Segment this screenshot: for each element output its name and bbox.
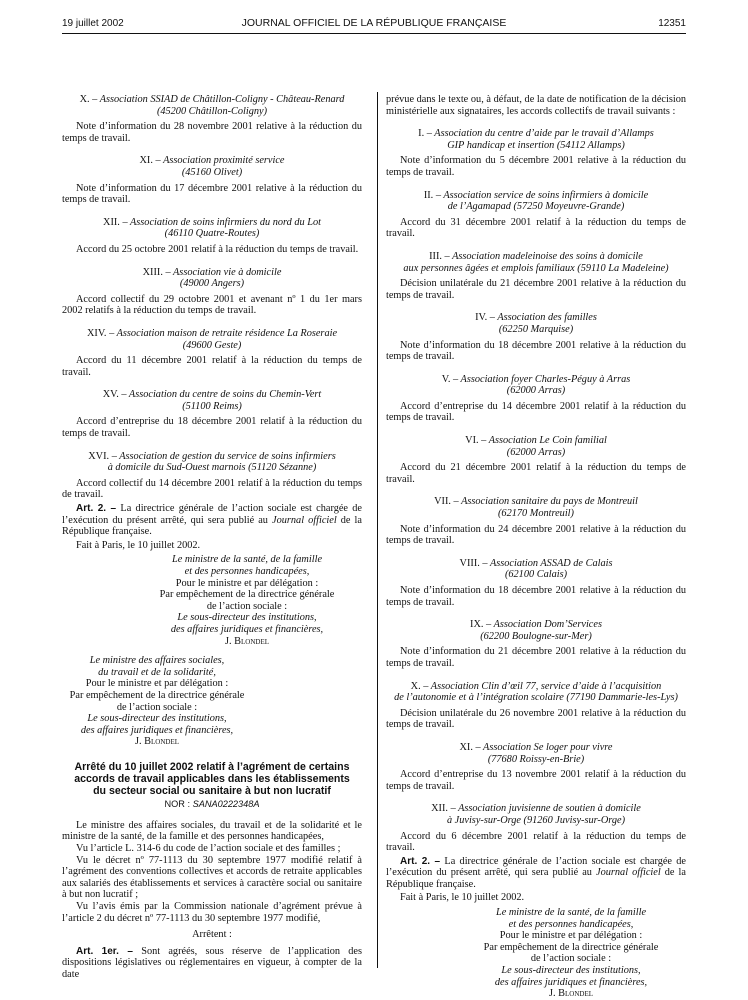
- agreement-section: [62, 328, 362, 378]
- agreement-text: Note d’information du 18 décembre 2001 relative à la réduction du temps de travail.: [386, 585, 686, 608]
- signatory-name: J. Blondel: [224, 635, 270, 647]
- agreement-title-line: (62170 Montreuil): [498, 508, 574, 520]
- article-1: Art. 1er. – Sont agréés, sous réserve de l’application des dispositions législatives ou réglementaires en vigueur, à compter de la date: [62, 945, 363, 981]
- arrete-paragraph: Vu l’article L. 314-6 du code de l’action sociale et des familles ;: [76, 843, 341, 855]
- agreement-number: X. –: [79, 94, 98, 105]
- arretent: Arrêtent :: [192, 929, 232, 941]
- arrete-paragraph: Le ministre des affaires sociales, du travail et de la solidarité et le ministre de la santé, de la famille et des personnes handicapées,: [62, 819, 362, 843]
- right-sections: [386, 128, 686, 854]
- left-column: [62, 94, 362, 981]
- agreement-number: XII. –: [431, 803, 456, 815]
- agreement-text: Accord du 31 décembre 2001 relatif à la réduction du temps de travail.: [386, 216, 686, 240]
- signatory-name: J. Blondel: [548, 988, 594, 1000]
- agreement-section: [62, 389, 362, 439]
- agreement-section: [62, 94, 362, 144]
- agreement-number: XIII. –: [142, 266, 171, 278]
- agreement-title-line: V. – Association foyer Charles-Péguy à Arras: [441, 373, 631, 385]
- agreement-number: II. –: [423, 189, 441, 201]
- header-title: JOURNAL OFFICIEL DE LA RÉPUBLIQUE FRANÇAISE: [241, 17, 507, 29]
- agreement-text: Accord d’entreprise du 14 décembre 2001 relatif à la réduction du temps de travail.: [386, 400, 686, 424]
- agreement-title-line: XV. – Association du centre de soins du Chemin-Vert: [102, 389, 322, 401]
- agreement-number: V. –: [441, 373, 459, 385]
- agreement-section: [386, 619, 686, 669]
- agreement-text: Note d’information du 18 décembre 2001 relative à la réduction du temps de travail.: [386, 339, 686, 363]
- column-divider: [377, 92, 378, 968]
- agreement-title-line: III. – Association madeleinoise des soins à domicile: [429, 250, 643, 262]
- agreement-title-line: GIP handicap et insertion (54112 Allamps): [447, 139, 625, 151]
- agreement-title-line: (62200 Boulogne-sur-Mer): [480, 630, 592, 642]
- agreement-section: [386, 435, 686, 485]
- agreement-section: [386, 251, 686, 301]
- agreement-text: Accord d’entreprise du 18 décembre 2001 relatif à la réduction du temps de travail.: [62, 416, 362, 440]
- agreement-title-line: VIII. – Association ASSAD de Calais: [459, 557, 613, 569]
- agreement-section: [62, 217, 362, 256]
- article-2-right: Art. 2. – La directrice générale de l’action sociale est chargée de l’exécution du présent arrêté, qui sera publié au Journal officiel de la République française.: [386, 855, 687, 890]
- agreement-number: X. –: [410, 680, 429, 692]
- agreement-section: [386, 496, 686, 546]
- agreement-title-line: XVI. – Association de gestion du service de soins infirmiers: [88, 450, 336, 462]
- header-date: 19 juillet 2002: [62, 18, 124, 29]
- agreement-section: [386, 803, 686, 853]
- agreement-title-line: X. – Association Clin d’œil 77, service d’aide à l’acquisition: [410, 680, 662, 692]
- arrete-title: Arrêté du 10 juillet 2002 relatif à l’agrément de certains accords de travail applicables dans les établissements du secteur social ou sanitaire à but non lucratif: [74, 760, 350, 797]
- agreement-title-line: (77680 Roissy-en-Brie): [487, 753, 585, 765]
- arrete-paragraph: Vu le décret nº 77-1113 du 30 septembre 1977 modifié relatif à l’agrément des conventions collectives et accords de retraite applicables aux salariés des établissements et services à caractère social ou sanitaire à but non lucratif ;: [62, 854, 362, 901]
- agreement-title-line: IX. – Association Dom’Services: [470, 619, 602, 631]
- signature-block-3: Le ministre de la santé, de la famille et des personnes handicapées, Pour le ministre et par délégation : Par empêchement de la directrice générale de l’action sociale : Le sous-directeur des institutions, des affaires juridiques et financières, J. Blondel: [456, 907, 686, 1000]
- agreement-section: [386, 558, 686, 608]
- agreement-title-line: (49000 Angers): [179, 278, 245, 290]
- agreement-title-line: (62000 Arras): [506, 446, 566, 458]
- header-rule: [62, 33, 686, 34]
- agreement-section: [386, 190, 686, 240]
- agreement-number: IV. –: [475, 312, 495, 324]
- agreement-section: [386, 742, 686, 792]
- agreement-number: XI. –: [139, 155, 161, 167]
- agreement-section: [386, 374, 686, 424]
- agreement-text: Note d’information du 17 décembre 2001 relative à la réduction du temps de travail.: [62, 182, 362, 206]
- agreement-title-line: XI. – Association Se loger pour vivre: [459, 741, 613, 753]
- signatory-name: J. Blondel: [134, 736, 180, 748]
- agreement-section: [386, 128, 686, 178]
- date-line-right: Fait à Paris, le 10 juillet 2002.: [400, 892, 525, 904]
- agreement-title-line: I. – Association du centre d’aide par le travail d’Allamps: [418, 128, 654, 140]
- agreement-title-line: (45200 Châtillon-Coligny): [156, 105, 268, 117]
- agreement-title-line: (62250 Marquise): [498, 323, 574, 335]
- arrete-paragraphs: [62, 820, 362, 924]
- agreement-title-line: aux personnes âgées et emplois familiaux (59110 La Madeleine): [403, 262, 669, 274]
- nor-reference: NOR : SANA0222348A: [164, 799, 260, 810]
- agreement-title-line: à Juvisy-sur-Orge (91260 Juvisy-sur-Orge): [446, 814, 626, 826]
- agreement-number: XI. –: [459, 741, 481, 753]
- agreement-title-line: de l’Agamapad (57250 Moyeuvre-Grande): [447, 201, 625, 213]
- agreement-text: Accord du 25 octobre 2001 relatif à la réduction du temps de travail.: [76, 243, 359, 255]
- agreement-title-line: X. – Association SSIAD de Châtillon-Coligny - Château-Renard: [79, 94, 345, 105]
- agreement-number: XVI. –: [88, 450, 117, 462]
- agreement-title-line: XII. – Association de soins infirmiers du nord du Lot: [103, 216, 321, 228]
- agreement-section: [62, 155, 362, 205]
- intro-text: prévue dans le texte ou, à défaut, de la date de notification de la décision ministérielle aux signataires, les accords collectifs de travail suivants :: [386, 94, 686, 117]
- arrete-paragraph: Vu l’avis émis par la Commission nationale d’agrément prévue à l’article 2 du décret nº 77-1113 du 30 septembre 1977 modifié,: [62, 901, 362, 924]
- agreement-title-line: (45160 Olivet): [181, 166, 243, 178]
- right-column: [386, 94, 686, 1000]
- agreement-title-line: à domicile du Sud-Ouest marnois (51120 Sézanne): [107, 462, 317, 474]
- agreement-section: [62, 267, 362, 317]
- agreement-title-line: XII. – Association juvisienne de soutien à domicile: [431, 803, 641, 815]
- agreement-text: Note d’information du 21 décembre 2001 relative à la réduction du temps de travail.: [386, 646, 686, 669]
- agreement-number: VIII. –: [459, 557, 488, 569]
- agreement-text: Accord du 11 décembre 2001 relatif à la réduction du temps de travail.: [62, 355, 362, 378]
- agreement-number: XIV. –: [86, 327, 115, 339]
- agreement-title-line: (62100 Calais): [504, 569, 568, 581]
- agreement-title-line: VI. – Association Le Coin familial: [465, 435, 607, 447]
- agreement-title-line: de l’autonomie et à l’intégration scolaire (77190 Dammarie-les-Lys): [394, 692, 678, 704]
- agreement-text: Accord du 6 décembre 2001 relatif à la réduction du temps de travail.: [386, 830, 686, 854]
- agreement-title-line: (49600 Geste): [182, 339, 242, 351]
- agreement-title-line: XI. – Association proximité service: [139, 155, 285, 167]
- agreement-text: Note d’information du 28 novembre 2001 relative à la réduction du temps de travail.: [62, 121, 362, 144]
- agreement-title-line: XIII. – Association vie à domicile: [142, 266, 282, 278]
- agreement-text: Note d’information du 5 décembre 2001 relative à la réduction du temps de travail.: [386, 155, 686, 178]
- agreement-number: III. –: [429, 250, 450, 262]
- agreement-text: Accord du 21 décembre 2001 relatif à la réduction du temps de travail.: [386, 462, 686, 485]
- article-label: Art. 2. –: [76, 503, 117, 515]
- agreement-number: I. –: [418, 128, 432, 140]
- agreement-text: Accord collectif du 14 décembre 2001 relatif à la réduction du temps de travail.: [62, 477, 362, 501]
- left-sections: [62, 94, 362, 501]
- agreement-section: [386, 681, 686, 731]
- date-line-left: Fait à Paris, le 10 juillet 2002.: [76, 539, 201, 551]
- agreement-title-line: VII. – Association sanitaire du pays de Montreuil: [434, 496, 638, 508]
- agreement-text: Accord collectif du 29 octobre 2001 et avenant nº 1 du 1er mars 2002 relatifs à la réduction du temps de travail.: [62, 293, 362, 317]
- agreement-text: Décision unilatérale du 21 décembre 2001 relative à la réduction du temps de travail.: [386, 278, 686, 301]
- header-page-number: 12351: [658, 18, 686, 29]
- page-header: [62, 18, 686, 32]
- agreement-section: [62, 451, 362, 501]
- agreement-text: Note d’information du 24 décembre 2001 relative à la réduction du temps de travail.: [386, 523, 686, 547]
- agreement-number: XV. –: [102, 389, 127, 401]
- agreement-number: VI. –: [465, 435, 487, 447]
- agreement-number: XII. –: [103, 216, 128, 228]
- signature-block-2: Le ministre des affaires sociales, du travail et de la solidarité, Pour le ministre et par délégation : Par empêchement de la directrice générale de l’action sociale : Le sous-directeur des institutions, des affaires juridiques et financières, J. Blondel: [62, 655, 252, 748]
- agreement-text: Accord d’entreprise du 13 novembre 2001 relatif à la réduction du temps de travail.: [386, 769, 686, 792]
- agreement-title-line: II. – Association service de soins infirmiers à domicile: [423, 189, 649, 201]
- agreement-number: IX. –: [470, 619, 492, 631]
- agreement-number: VII. –: [434, 496, 459, 508]
- agreement-title-line: XIV. – Association maison de retraite résidence La Roseraie: [86, 327, 338, 339]
- agreement-section: [386, 312, 686, 362]
- agreement-title-line: (51100 Reims): [182, 400, 242, 412]
- agreement-title-line: (62000 Arras): [506, 385, 566, 397]
- agreement-title-line: IV. – Association des familles: [475, 312, 597, 324]
- agreement-title-line: (46110 Quatre-Routes): [164, 228, 260, 240]
- article-2-left: Art. 2. – La directrice générale de l’action sociale est chargée de l’exécution du présent arrêté, qui sera publié au Journal officiel de la République française.: [62, 503, 363, 538]
- agreement-text: Décision unilatérale du 26 novembre 2001 relative à la réduction du temps de travail.: [386, 707, 686, 731]
- signature-block-1: Le ministre de la santé, de la famille et des personnes handicapées, Pour le ministre et par délégation : Par empêchement de la directrice générale de l’action sociale : Le sous-directeur des institutions, des affaires juridiques et financières, J. Blondel: [132, 554, 362, 647]
